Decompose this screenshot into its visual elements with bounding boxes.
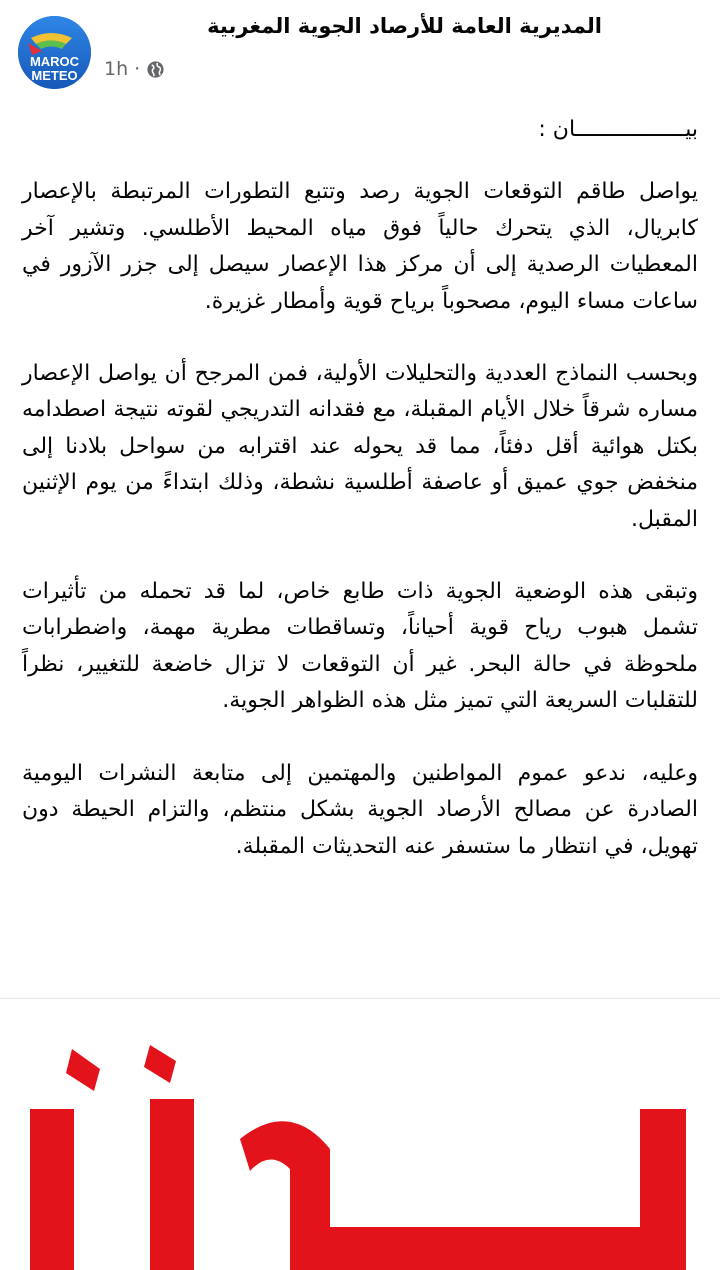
page-name-link[interactable]: المديرية العامة للأرصاد الجوية المغربية bbox=[207, 14, 602, 38]
red-logo-graphic bbox=[0, 999, 720, 1270]
post-paragraph: وبحسب النماذج العددية والتحليلات الأولية، فمن المرجح أن يواصل الإعصار مساره شرقاً خلال الأيام المقبلة، مع فقدانه التدريجي لقوته نتيجة اصطدامه بكتل هوائية أقل دفئاً، مما قد يحوله عند اقترابه من سواحل بلادنا إلى منخفض جوي عميق أو عاصفة أطلسية نشطة، وذلك ابتداءً من يوم الإثنين المقبل. bbox=[22, 361, 698, 532]
post-heading: بيـــــــــــــــــان : bbox=[538, 117, 698, 142]
avatar-logo-text: MAROC METEO bbox=[29, 54, 80, 83]
post-text bbox=[22, 112, 698, 901]
post-timestamp[interactable]: 1h bbox=[104, 58, 129, 80]
page-avatar[interactable] bbox=[18, 16, 91, 89]
post-meta bbox=[104, 58, 165, 80]
globe-icon[interactable] bbox=[146, 60, 165, 79]
attached-image[interactable] bbox=[0, 998, 720, 1270]
post-paragraph: يواصل طاقم التوقعات الجوية رصد وتتبع التطورات المرتبطة بالإعصار كابريال، الذي يتحرك حالياً فوق مياه المحيط الأطلسي. وتشير آخر المعطيات الرصدية إلى أن مركز هذا الإعصار سيصل إلى جزر الآزور في ساعات مساء اليوم، مصحوباً برياح قوية وأمطار غزيرة. bbox=[22, 179, 698, 314]
post-paragraph: وتبقى هذه الوضعية الجوية ذات طابع خاص، لما قد تحمله من تأثيرات تشمل هبوب رياح قوية أحياناً، وتساقطات مطرية مهمة، واضطرابات ملحوظة في حالة البحر. غير أن التوقعات لا تزال خاضعة للتغيير، نظراً للتقلبات السريعة التي تميز مثل هذه الظواهر الجوية. bbox=[22, 579, 698, 714]
post-paragraph: وعليه، ندعو عموم المواطنين والمهتمين إلى متابعة النشرات اليومية الصادرة عن مصالح الأرصاد الجوية بشكل منتظم، والتزام الحيطة دون تهويل، في انتظار ما ستسفر عنه التحديثات المقبلة. bbox=[22, 760, 698, 859]
meta-separator: · bbox=[134, 58, 141, 80]
post-header bbox=[0, 0, 720, 100]
